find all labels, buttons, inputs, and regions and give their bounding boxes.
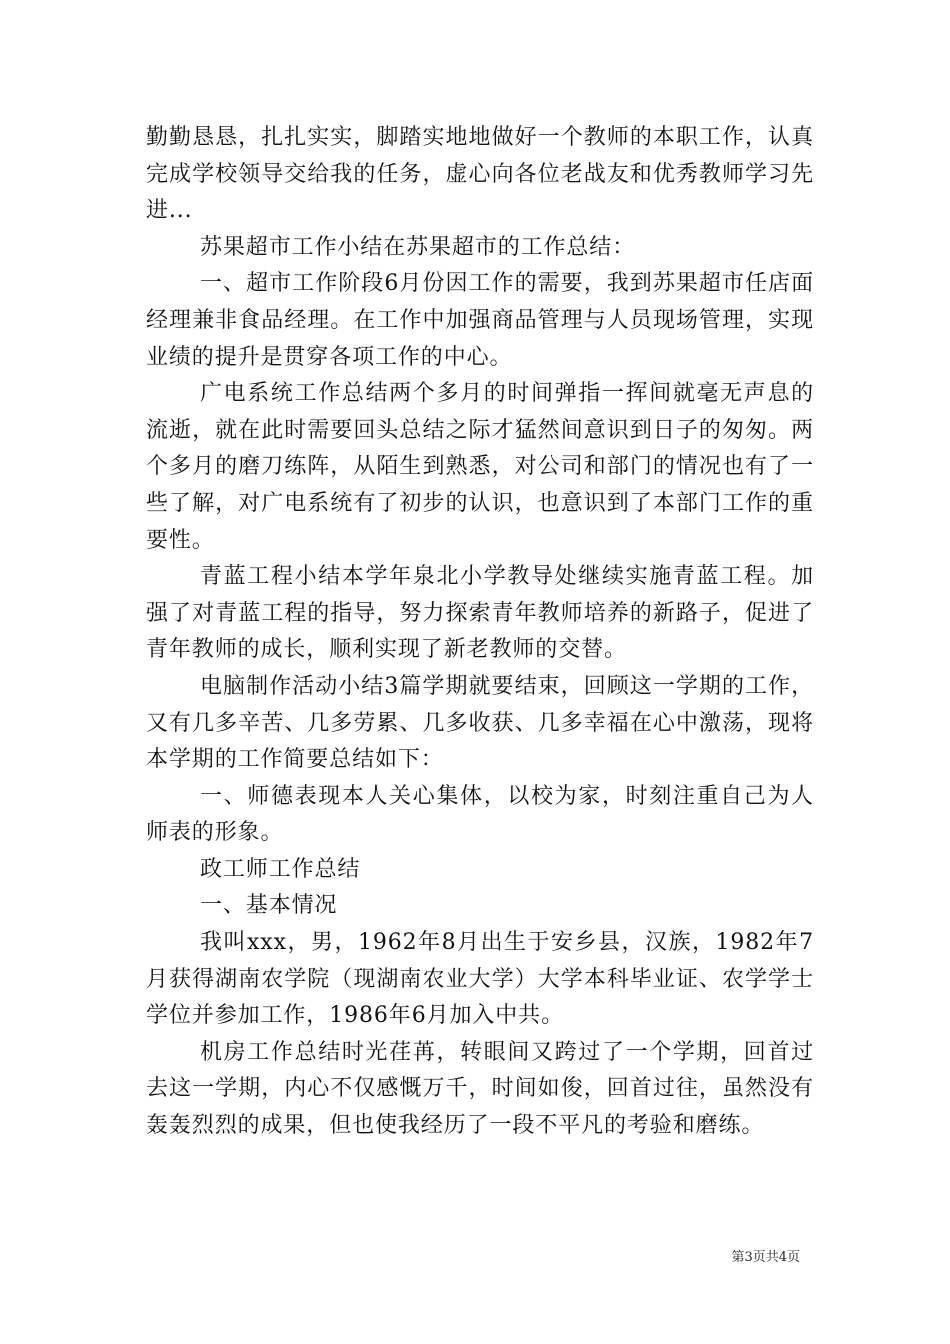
section-heading: 政工师工作总结 <box>200 856 361 882</box>
paragraph: 青蓝工程小结本学年泉北小学教导处继续实施青蓝工程。加强了对青蓝工程的指导，努力探索青年教师培养的新路子，促进了青年教师的成长，顺利实现了新老教师的交替。 <box>146 564 814 663</box>
paragraph-continuation: 勤勤恳恳，扎扎实实，脚踏实地地做好一个教师的本职工作，认真完成学校领导交给我的任务，虚心向各位老战友和优秀教师学习先进... <box>146 125 814 224</box>
paragraph: 一、师德表现本人关心集体，以校为家，时刻注重自己为人师表的形象。 <box>146 783 814 846</box>
paragraph: 广电系统工作总结两个多月的时间弹指一挥间就毫无声息的流逝，就在此时需要回头总结之际才猛然间意识到日子的匆匆。两个多月的磨刀练阵，从陌生到熟悉，对公司和部门的情况也有了一些了解，对广电系统有了初步的认识，也意识到了本部门工作的重要性。 <box>146 381 814 553</box>
paragraph: 电脑制作活动小结3篇学期就要结束，回顾这一学期的工作，又有几多辛苦、几多劳累、几多收获、几多幸福在心中激荡，现将本学期的工作简要总结如下： <box>146 673 814 773</box>
paragraph: 一、超市工作阶段6月份因工作的需要，我到苏果超市任店面经理兼非食品经理。在工作中加强商品管理与人员现场管理，实现业绩的提升是贯穿各项工作的中心。 <box>146 271 814 370</box>
paragraph: 苏果超市工作小结在苏果超市的工作总结： <box>200 234 636 260</box>
page-number-footer: 第3页共4页 <box>731 1250 800 1265</box>
subsection-heading: 一、基本情况 <box>200 893 338 919</box>
document-body <box>146 120 814 1145</box>
paragraph: 机房工作总结时光荏苒，转眼间又跨过了一个学期，回首过去这一学期，内心不仅感慨万千，时间如俊，回首过往，虽然没有轰轰烈烈的成果，但也使我经历了一段不平凡的考验和磨练。 <box>146 1039 814 1139</box>
paragraph: 我叫xxx，男，1962年8月出生于安乡县，汉族，1982年7月获得湖南农学院（现湖南农业大学）大学本科毕业证、农学学士学位并参加工作，1986年6月加入中共。 <box>146 930 814 1029</box>
